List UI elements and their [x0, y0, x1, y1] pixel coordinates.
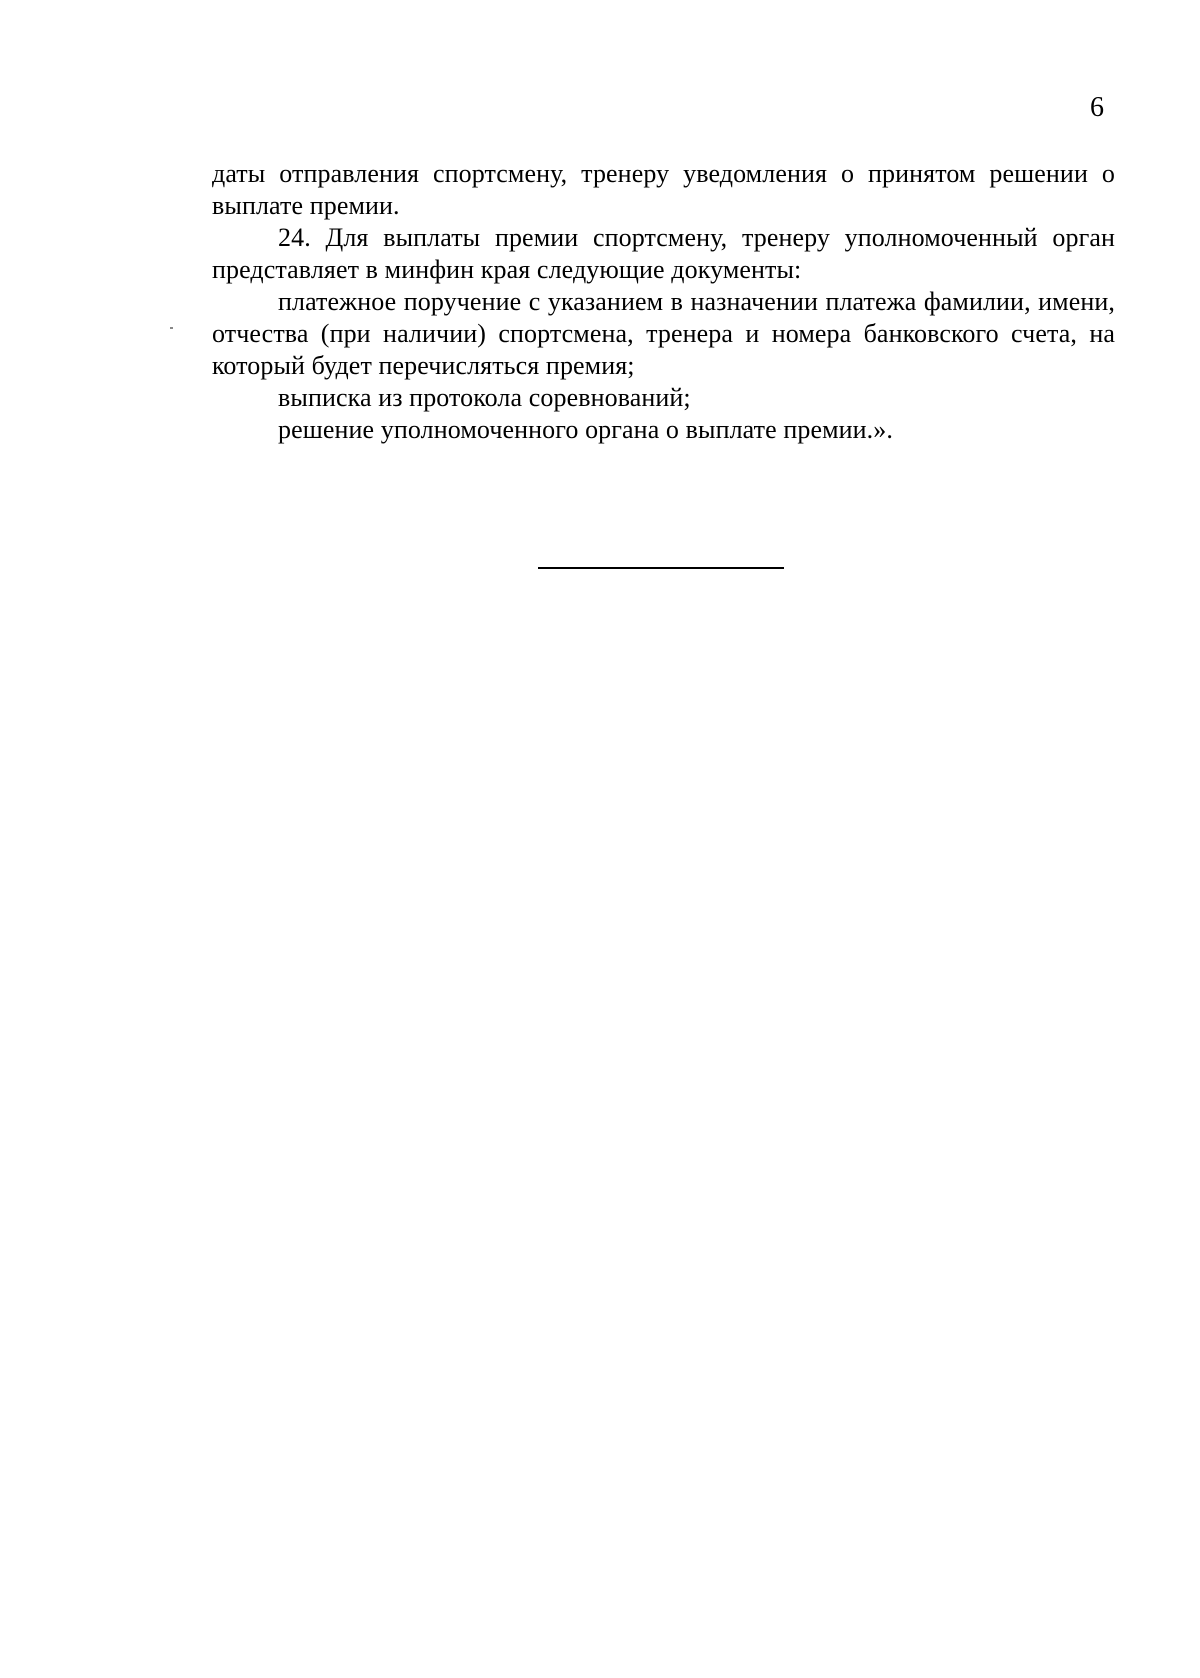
page-number: 6 [1090, 92, 1104, 123]
end-of-document-rule [538, 567, 784, 569]
paragraph-item-24: 24. Для выплаты премии спортсмену, тренеру уполномоченный орган представляет в минфин края следующие документы: [212, 223, 1115, 284]
scan-artifact [170, 327, 173, 329]
paragraph-payment-order: платежное поручение с указанием в назначении платежа фамилии, имени, отчества (при наличии) спортсмена, тренера и номера банковского счета, на который будет перечисляться премия; [212, 287, 1115, 380]
paragraph-continuation: даты отправления спортсмену, тренеру уведомления о принятом решении о выплате премии. [212, 159, 1115, 220]
paragraph-decision: решение уполномоченного органа о выплате премии.». [278, 415, 893, 444]
paragraph-protocol-extract: выписка из протокола соревнований; [278, 383, 691, 412]
document-body [212, 158, 1115, 446]
